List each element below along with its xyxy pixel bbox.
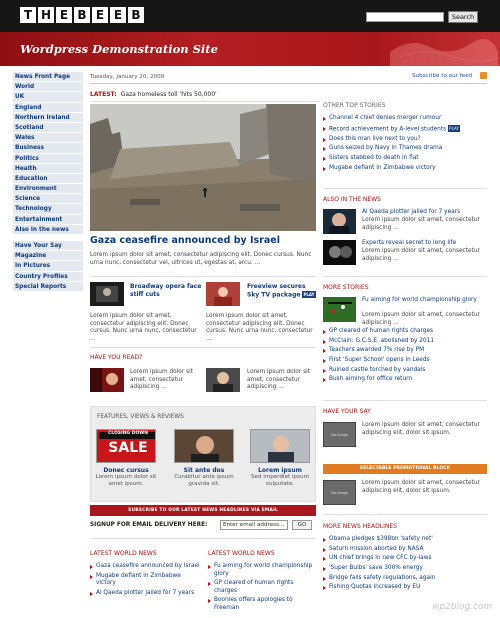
story-headline-link[interactable]: Freeview secures Sky TV package bbox=[247, 283, 306, 298]
nav-item-health[interactable]: Health bbox=[13, 164, 83, 174]
read-image-art bbox=[206, 368, 240, 392]
nav-item-world[interactable]: World bbox=[13, 82, 83, 92]
divider bbox=[323, 188, 487, 189]
list-item[interactable]: Bridge fails safety regulations, again bbox=[323, 575, 487, 583]
also-image-art bbox=[323, 240, 356, 265]
latest-headline-link[interactable]: Gaza homeless toll 'hits 50,000' bbox=[120, 91, 217, 98]
features-panel bbox=[90, 406, 316, 502]
feature-text: Lorem ipsum dolor sit amet ipsum. bbox=[95, 474, 157, 487]
feature-image bbox=[250, 429, 310, 463]
list-item[interactable]: Teachers awarded 7% rise by PM bbox=[323, 347, 487, 355]
sale-text-main: SALE bbox=[108, 440, 148, 456]
list-item[interactable]: Channel 4 chief denies merger rumour bbox=[323, 115, 487, 123]
nav-item-business[interactable]: Business bbox=[13, 143, 83, 153]
nav-item-special-reports[interactable]: Special Reports bbox=[13, 282, 83, 292]
promo-text: Lorem ipsum dolor sit amet, consectetur adipiscing elit, dolor sit ipsum. bbox=[362, 480, 480, 494]
email-signup-label: SIGNUP FOR EMAIL DELIVERY HERE: bbox=[90, 522, 208, 528]
also-summary: Lorem ipsum dolor sit amet, consectetur adipiscing ... bbox=[362, 248, 480, 262]
more-feature-headline[interactable]: Fu aiming for world championship glory bbox=[362, 297, 477, 303]
feature-text: Curabitur ante ipsum gravida sit. bbox=[174, 474, 234, 487]
go-button[interactable]: GO bbox=[292, 520, 312, 530]
more-news-headlines-heading: MORE NEWS HEADLINES bbox=[323, 523, 397, 530]
story-headline bbox=[247, 283, 317, 298]
play-badge[interactable]: PLAY bbox=[449, 125, 459, 131]
promotional-block-bar: SELECTABLE PROMOTIONAL BLOCK bbox=[323, 464, 487, 474]
site-title[interactable]: Wordpress Demonstration Site bbox=[20, 42, 218, 56]
divider bbox=[90, 276, 316, 277]
story-summary: Lorem ipsum dolor sit amet, consectetur adipiscing elit. Donec cursus. Nunc urna nunc, consectetur ... bbox=[90, 313, 197, 342]
no-image-label: No Image bbox=[331, 432, 348, 437]
divider bbox=[90, 101, 320, 102]
sale-text-top: CLOSING DOWN bbox=[107, 431, 149, 436]
list-item[interactable]: Fishing Quotas increased by EU bbox=[323, 584, 487, 592]
snooker-image-art bbox=[323, 297, 356, 322]
feature-portrait-art bbox=[251, 430, 310, 463]
logo-letter: E bbox=[56, 7, 72, 23]
also-headline[interactable]: Experts reveal secret to long life bbox=[362, 240, 457, 246]
search-button[interactable]: Search bbox=[448, 11, 478, 23]
feature-title[interactable]: Sit ante dos bbox=[183, 467, 225, 474]
logo-letter: H bbox=[38, 7, 54, 23]
feature-title[interactable]: Donec cursus bbox=[103, 467, 149, 474]
list-item[interactable]: Sisters stabbed to death in flat bbox=[323, 155, 487, 163]
more-stories-heading: MORE STORIES bbox=[323, 284, 369, 291]
other-top-stories-heading: OTHER TOP STORIES bbox=[323, 102, 386, 109]
logo-letter: B bbox=[128, 7, 144, 23]
features-heading: FEATURES, VIEWS & REVIEWS bbox=[97, 414, 184, 420]
no-image-placeholder[interactable] bbox=[323, 422, 356, 447]
hero-photo[interactable] bbox=[90, 104, 316, 231]
also-headline[interactable]: Al Qaeda plotter jailed for 7 years bbox=[362, 209, 461, 215]
also-thumbnail[interactable] bbox=[323, 209, 356, 234]
list-item[interactable]: 'Super Bulbs' save 300% energy bbox=[323, 565, 487, 573]
list-item[interactable]: Guns seized by Navy in Thames drama bbox=[323, 145, 487, 153]
search-input[interactable] bbox=[366, 12, 444, 22]
list-item[interactable]: Obama pledges $398bn 'safety net' bbox=[323, 536, 487, 544]
read-thumbnail[interactable] bbox=[90, 368, 124, 392]
list-item[interactable]: Saturn mission aborted by NASA bbox=[323, 546, 487, 554]
list-item[interactable]: GP cleared of human rights charges bbox=[208, 580, 316, 595]
banner-map-decoration bbox=[380, 32, 500, 66]
list-item[interactable]: Mugabe defiant in Zimbabwe victory bbox=[90, 573, 200, 588]
world-news-heading: LATEST WORLD NEWS bbox=[208, 550, 275, 557]
world-news-list bbox=[90, 563, 200, 600]
story-thumbnail[interactable] bbox=[206, 282, 240, 306]
read-image-art bbox=[90, 368, 124, 392]
also-summary: Lorem ipsum dolor sit amet, consectetur adipiscing ... bbox=[362, 217, 480, 231]
feature-item[interactable] bbox=[247, 429, 313, 488]
no-image-label: No Image bbox=[331, 490, 348, 495]
divider bbox=[90, 347, 316, 348]
list-item[interactable]: Bush aiming for office return bbox=[323, 376, 487, 384]
watermark: wp2blog.com bbox=[432, 602, 493, 612]
more-thumbnail[interactable] bbox=[323, 297, 356, 322]
nav-item-wales[interactable]: Wales bbox=[13, 133, 83, 143]
list-item[interactable]: First 'Super School' opens in Leeds bbox=[323, 357, 487, 365]
nav-item-news-front-page[interactable]: News Front Page bbox=[13, 72, 83, 82]
latest-ticker bbox=[90, 91, 217, 98]
have-your-say-heading: HAVE YOUR SAY bbox=[323, 408, 371, 415]
latest-label: LATEST: bbox=[90, 91, 117, 98]
read-thumbnail[interactable] bbox=[206, 368, 240, 392]
no-image-placeholder[interactable] bbox=[323, 480, 356, 505]
site-logo[interactable] bbox=[20, 7, 144, 23]
divider bbox=[323, 400, 487, 401]
hero-headline[interactable]: Gaza ceasefire announced by Israel bbox=[90, 235, 280, 246]
feature-text: Sed imperdiet ipsum vulputate. bbox=[250, 474, 310, 487]
feature-item[interactable] bbox=[171, 429, 237, 488]
divider bbox=[90, 538, 316, 539]
play-badge[interactable]: PLAY bbox=[303, 291, 315, 297]
nav-item-education[interactable]: Education bbox=[13, 174, 83, 184]
logo-letter: E bbox=[92, 7, 108, 23]
top-bar bbox=[0, 0, 500, 32]
read-item-text[interactable]: Lorem ipsum dolor sit amet, consectetur adipiscing ... bbox=[247, 369, 310, 390]
site-banner bbox=[0, 32, 500, 66]
subscribe-feed-link[interactable]: Subscribe to our feed bbox=[412, 73, 473, 79]
feature-image bbox=[174, 429, 234, 463]
have-you-read-heading: HAVE YOU READ? bbox=[90, 354, 143, 361]
list-item bbox=[323, 125, 487, 134]
nav-item-entertainment[interactable]: Entertainment bbox=[13, 215, 83, 225]
list-item[interactable]: Boonies offers apologies to Freeman bbox=[208, 597, 316, 612]
nav-item-magazine[interactable]: Magazine bbox=[13, 251, 83, 261]
list-item[interactable]: UN chief brings in new CFC by-laws bbox=[323, 555, 487, 563]
list-item[interactable]: Does this man live next to you? bbox=[323, 136, 487, 144]
list-item[interactable]: Fu aiming for world championship glory bbox=[208, 563, 316, 578]
list-item[interactable]: Mugabe defiant in Zimbabwe victory bbox=[323, 165, 487, 173]
other-stories-list bbox=[323, 115, 487, 174]
hero-summary: Lorem ipsum dolor sit amet, consectetur adipiscing elit. Donec cursus. Nunc urna nunc, consectetur vel, ultrices ut, egestas at, arcu. ... bbox=[90, 252, 312, 266]
story-summary: Lorem ipsum dolor sit amet, consectetur adipiscing elit. Donec cursus. Nunc urna nunc, consectetur ... bbox=[206, 313, 313, 342]
nav-item-science[interactable]: Science bbox=[13, 194, 83, 204]
list-item[interactable]: Gaza ceasefire announced by Israel bbox=[90, 563, 200, 571]
feature-title[interactable]: Lorem ipsum bbox=[258, 467, 302, 474]
nav-item-technology[interactable]: Technology bbox=[13, 204, 83, 214]
world-news-heading: LATEST WORLD NEWS bbox=[90, 550, 157, 557]
list-item-link[interactable]: Record achievement by A-level students bbox=[329, 125, 447, 132]
divider bbox=[90, 83, 487, 84]
divider bbox=[323, 514, 487, 515]
list-item[interactable]: Ruined castle torched by vandals bbox=[323, 367, 487, 375]
email-subscribe-bar: SUBSCRIBE TO OUR LATEST NEWS HEADLINES VIA EMAIL bbox=[90, 505, 316, 516]
also-in-the-news-heading: ALSO IN THE NEWS bbox=[323, 196, 381, 203]
nav-item-england[interactable]: England bbox=[13, 103, 83, 113]
list-item[interactable]: McClain: G.C.S.E. abolished by 2011 bbox=[323, 338, 487, 346]
hero-image-art bbox=[90, 104, 316, 231]
story-image-art bbox=[90, 282, 124, 306]
also-image-art bbox=[323, 209, 356, 234]
nav-item-scotland[interactable]: Scotland bbox=[13, 123, 83, 133]
feature-item[interactable] bbox=[93, 429, 159, 488]
logo-letter: B bbox=[74, 7, 90, 23]
nav-item-have-your-say[interactable]: Have Your Say bbox=[13, 241, 83, 251]
have-your-say-text: Lorem ipsum dolor sit amet, consectetur adipiscing elit, dolor sit ipsum. bbox=[362, 422, 480, 436]
logo-letter: T bbox=[20, 7, 36, 23]
feature-portrait-art bbox=[175, 430, 234, 463]
more-stories-list bbox=[323, 328, 487, 386]
headlines-list bbox=[323, 536, 487, 594]
logo-letter: E bbox=[110, 7, 126, 23]
story-thumbnail[interactable] bbox=[90, 282, 124, 306]
world-news-list bbox=[208, 563, 316, 615]
rss-icon[interactable] bbox=[480, 72, 487, 79]
divider bbox=[323, 276, 487, 277]
story-image-art bbox=[206, 282, 240, 306]
story-headline[interactable]: Broadway opera face stiff cuts bbox=[130, 283, 202, 298]
more-feature-summary: Lorem ipsum dolor sit amet, consectetur adipiscing ... bbox=[362, 312, 480, 326]
nav-item-country-profiles[interactable]: Country Profiles bbox=[13, 272, 83, 282]
nav-item-uk[interactable]: UK bbox=[13, 92, 83, 102]
left-navigation bbox=[13, 72, 83, 292]
list-item[interactable]: GP cleared of human rights charges bbox=[323, 328, 487, 336]
nav-item-also-in-the-news[interactable]: Also in the news bbox=[13, 225, 83, 235]
also-thumbnail[interactable] bbox=[323, 240, 356, 265]
read-item-text[interactable]: Lorem ipsum dolor sit amet, consectetur adipiscing ... bbox=[130, 369, 193, 390]
nav-item-northern-ireland[interactable]: Northern Ireland bbox=[13, 113, 83, 123]
current-date: Tuesday, January 20, 2009 bbox=[90, 74, 165, 80]
email-field[interactable]: Enter email address... bbox=[220, 520, 288, 530]
nav-item-environment[interactable]: Environment bbox=[13, 184, 83, 194]
nav-item-in-pictures[interactable]: In Pictures bbox=[13, 261, 83, 271]
list-item[interactable]: Al Qaeda plotter jailed for 7 years bbox=[90, 590, 200, 598]
nav-item-politics[interactable]: Politics bbox=[13, 154, 83, 164]
